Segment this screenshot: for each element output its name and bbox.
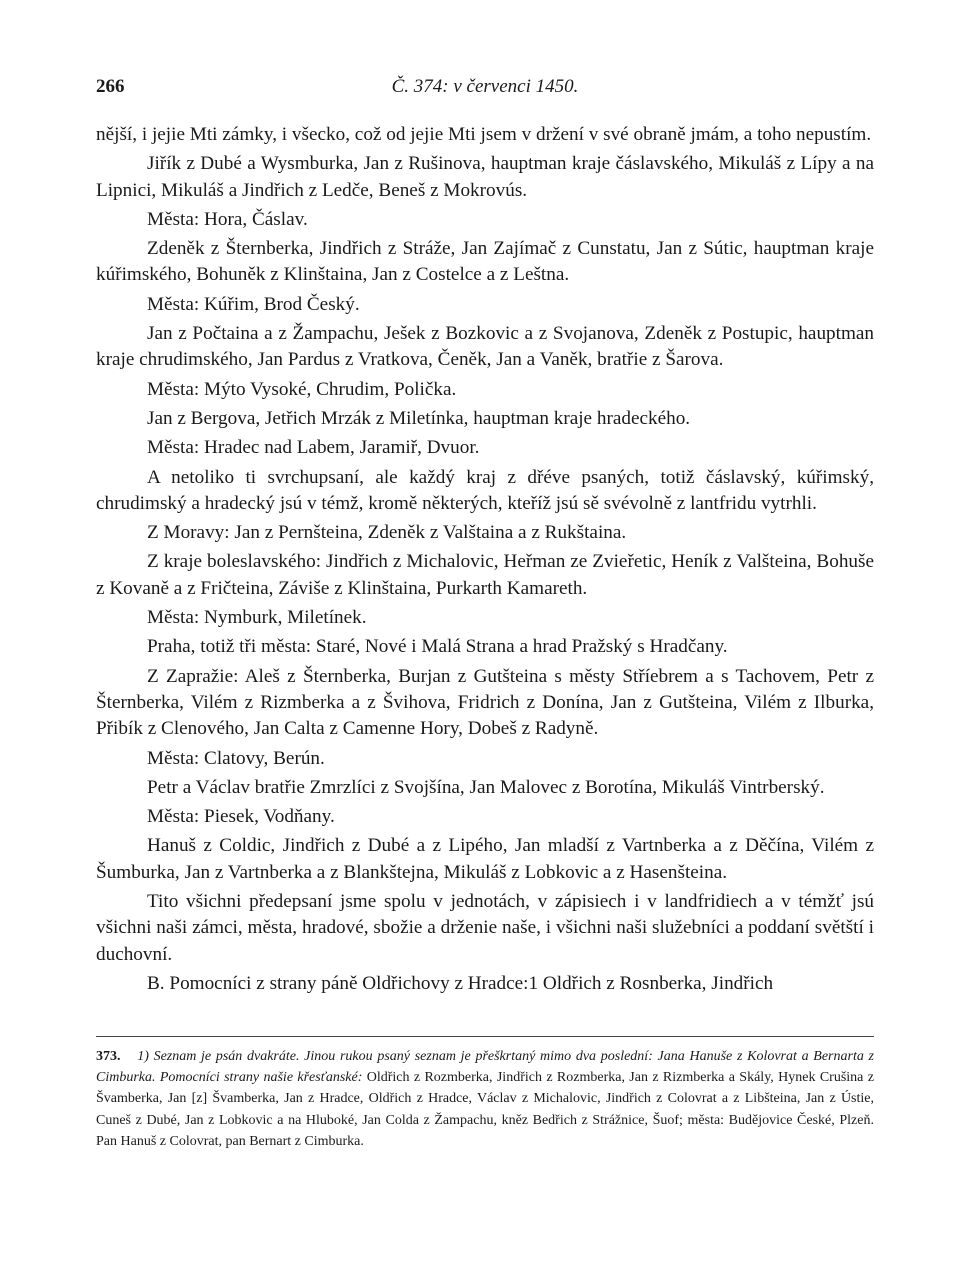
towns-line: Města: Mýto Vysoké, Chrudim, Polička. (147, 378, 457, 400)
paragraph: Jiřík z Dubé a Wysmburka, Jan z Rušinova, hauptman kraje čáslavského, Mikuláš z Lípy a na Lipnici, Mikuláš a Jindřich z Ledče, Beneš z Mokrovús. (96, 153, 874, 201)
paragraph: Zdeněk z Šternberka, Jindřich z Stráže, Jan Zajímač z Cunstatu, Jan z Sútic, hauptman kraje kúřimského, Bohuněk z Klinštaina, Jan z Costelce a z Leštna. (96, 238, 874, 286)
paragraph: Z Moravy: Jan z Pernšteina, Zdeněk z Valštaina a z Rukštaina. (147, 522, 627, 544)
paragraph: Praha, totiž tři města: Staré, Nové i Malá Strana a hrad Pražský s Hradčany. (147, 636, 728, 658)
paragraph: nější, i jejie Mti zámky, i všecko, což od jejie Mti jsem v držení v své obraně jmám, a toho nepustím. (96, 124, 872, 145)
paragraph: B. Pomocníci z strany páně Oldřichovy z Hradce:1 Oldřich z Rosnberka, Jindřich (147, 972, 774, 994)
footnote-text: Oldřich z Rozmberka, Jindřich z Rozmberka, Jan z Rizmberka a Skály, Hynek Crušina z Švamberka, Jan [z] Švamberka, Jan z Hradce, Oldřich z Hradce, Václav z Michalovic, Jindřich z Colovrat a z Libšteina, Jan z Ústie, Cuneš z Dubé, Jan z Lobkovic a na Hluboké, Jan Colda z Žampachu, kněz Bedřich z Strážnice, Šuof; města: Budějovice České, Plzeň. Pan Hanuš z Colovrat, pan Bernart z Cimburka. (96, 1070, 874, 1149)
towns-line: Města: Clatovy, Berún. (147, 747, 325, 769)
paragraph: Jan z Bergova, Jetřich Mrzák z Miletínka, hauptman kraje hradeckého. (147, 407, 691, 429)
towns-line: Města: Piesek, Vodňany. (147, 806, 335, 828)
towns-line: Města: Hora, Čáslav. (147, 208, 308, 230)
paragraph: Z kraje boleslavského: Jindřich z Michalovic, Heřman ze Zvieřetic, Heník z Valšteina, Bohuše z Kovaně a z Fričteina, Záviše z Klinštaina, Purkarth Kamareth. (96, 551, 874, 599)
running-title: Č. 374: v červenci 1450. (391, 76, 579, 97)
paragraph: Jan z Počtaina a z Žampachu, Ješek z Bozkovic a z Svojanova, Zdeněk z Postupic, hauptman kraje chrudimského, Jan Pardus z Vratkova, Čeněk, Jan a Vaněk, bratřie z Šarova. (96, 323, 874, 371)
footnote-italic-text: 1) Seznam je psán dvakráte. Jinou rukou psaný seznam je přeškrtaný mimo dva poslední: Jana Hanuše z Kolovrat a Bernarta z Cimburka. Pomocníci strany našie křesťanské: (96, 1049, 874, 1086)
footnote-divider (96, 1036, 874, 1037)
paragraph: Petr a Václav bratřie Zmrzlíci z Svojšína, Jan Malovec z Borotína, Mikuláš Vintrberský. (147, 776, 825, 798)
footnote-number: 373. (96, 1049, 121, 1064)
paragraph: Z Zapražie: Aleš z Šternberka, Burjan z Gutšteina s městy Stříebrem a s Tachovem, Petr z Šternberka, Vilém z Rizmberka a z Švihova, Fridrich z Donína, Jan z Gutšteina, Vilém z Ilburka, Přibík z Clenového, Jan Calta z Camenne Hory, Dobeš z Radyně. (96, 665, 874, 740)
towns-line: Města: Hradec nad Labem, Jaramiř, Dvuor. (147, 437, 480, 459)
towns-line: Města: Kúřim, Brod Český. (147, 293, 360, 315)
paragraph: A netoliko ti svrchupsaní, ale každý kraj z dřéve psaných, totiž čáslavský, kúřimský, chrudimský a hradecký jsú v témž, kromě některých, kteříž jsú sě svévolně z lantfridu vytrhli. (96, 466, 874, 514)
paragraph: Tito všichni předepsaní jsme spolu v jednotách, v zápisiech i v landfridiech a v témžť jsú všichni naši zámci, města, hradové, sbožie a drženie naše, i všichni naši služebníci a poddaní světští i duchovní. (96, 891, 874, 965)
paragraph: Hanuš z Coldic, Jindřich z Dubé a z Lipého, Jan mladší z Vartnberka a z Děčína, Vilém z Šumburka, Jan z Vartnberka a z Blankštejna, Mikuláš z Lobkovic a z Hasenšteina. (96, 835, 874, 883)
page-header (96, 76, 874, 100)
main-text (96, 122, 874, 1000)
towns-line: Města: Nymburk, Miletínek. (147, 607, 367, 629)
footnote (96, 1046, 874, 1152)
page-number: 266 (96, 76, 125, 97)
